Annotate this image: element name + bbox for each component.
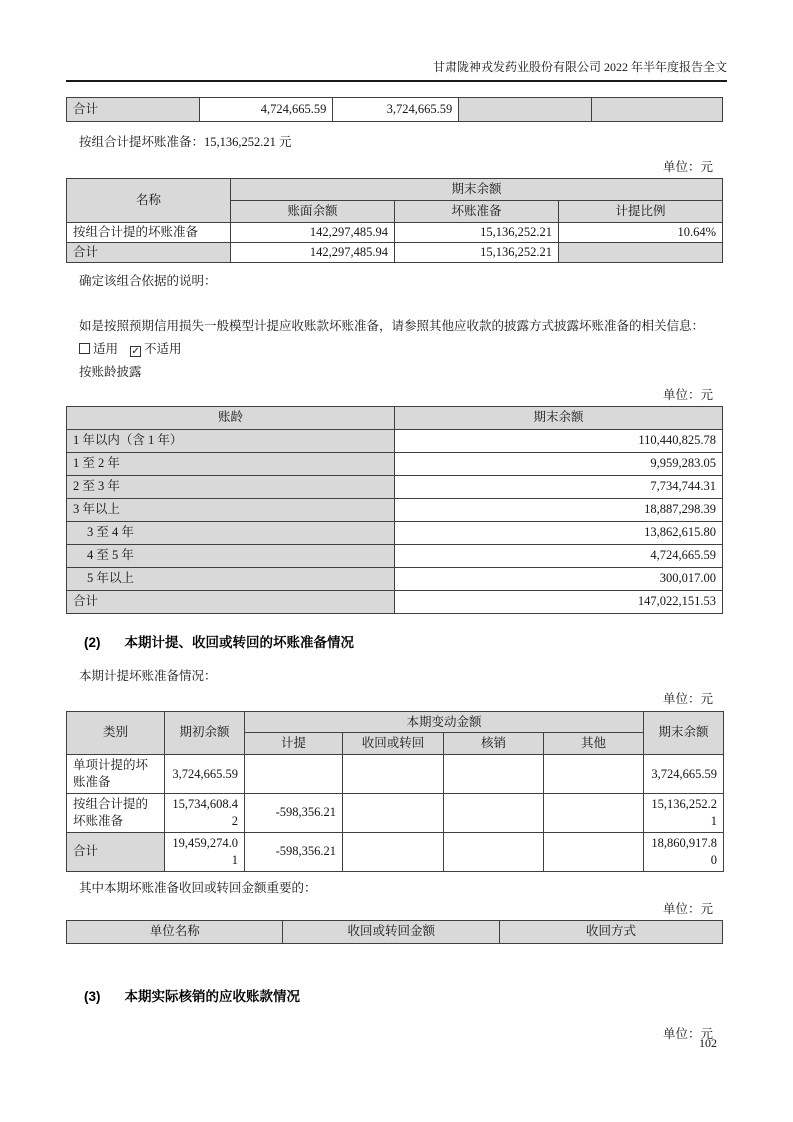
category-cell: 单项计提的坏账准备 bbox=[67, 755, 165, 794]
section-heading-2 bbox=[66, 634, 723, 652]
col-header-period-end: 期末余额 bbox=[395, 406, 723, 429]
section-title: 本期计提、收回或转回的坏账准备情况 bbox=[124, 634, 354, 650]
page-content bbox=[66, 97, 723, 1043]
empty-cell bbox=[343, 832, 444, 871]
page-number: 102 bbox=[699, 1036, 717, 1050]
aging-cell: 3 年以上 bbox=[67, 498, 395, 521]
section-number: (2) bbox=[84, 634, 101, 650]
amount-cell: 15,136,252.21 bbox=[395, 222, 559, 242]
section-title: 本期实际核销的应收账款情况 bbox=[124, 988, 300, 1004]
table-row bbox=[67, 832, 724, 871]
col-header-recovery-method: 收回方式 bbox=[499, 920, 722, 943]
table-row bbox=[67, 452, 723, 475]
carryover-total-table bbox=[66, 97, 723, 122]
unit-label: 单位：元 bbox=[662, 901, 713, 916]
aging-cell: 1 至 2 年 bbox=[67, 452, 395, 475]
table-row bbox=[67, 222, 723, 242]
amount-cell: 15,136,252.21 bbox=[644, 794, 724, 833]
table-header-row bbox=[67, 711, 724, 733]
empty-cell bbox=[343, 794, 444, 833]
aging-table bbox=[66, 406, 723, 614]
table-row bbox=[67, 475, 723, 498]
total-label-cell: 合计 bbox=[67, 832, 165, 871]
col-header-period-end: 期末余额 bbox=[231, 179, 723, 201]
total-label-cell: 合计 bbox=[67, 590, 395, 613]
amount-cell: 110,440,825.78 bbox=[395, 429, 723, 452]
group-provision-table bbox=[66, 178, 723, 263]
aging-cell: 2 至 3 年 bbox=[67, 475, 395, 498]
ratio-cell: 10.64% bbox=[559, 222, 723, 242]
empty-cell bbox=[459, 98, 592, 122]
amount-cell: 4,724,665.59 bbox=[200, 98, 333, 122]
amount-cell: 15,734,608.42 bbox=[165, 794, 245, 833]
checkbox-unchecked-icon bbox=[79, 343, 90, 354]
ecl-note: 如是按照预期信用损失一般模型计提应收账款坏账准备，请参照其他应收款的披露方式披露坏账准备的相关信息： bbox=[79, 318, 705, 333]
col-header-category: 类别 bbox=[67, 711, 165, 755]
empty-cell bbox=[245, 755, 343, 794]
unit-label: 单位：元 bbox=[662, 160, 713, 174]
amount-cell: 142,297,485.94 bbox=[231, 242, 395, 262]
empty-cell bbox=[444, 755, 544, 794]
table-row bbox=[67, 242, 723, 262]
total-label-cell: 合计 bbox=[67, 98, 200, 122]
group-provision-note: 按组合计提坏账准备：15,136,252.21 元 bbox=[79, 135, 292, 149]
page-header bbox=[66, 0, 727, 82]
table-row bbox=[67, 98, 723, 122]
amount-cell: 19,459,274.01 bbox=[165, 832, 245, 871]
col-header-change: 本期变动金额 bbox=[245, 711, 644, 733]
provision-note: 本期计提坏账准备情况： bbox=[79, 668, 217, 683]
col-header-accrual: 计提 bbox=[245, 733, 343, 755]
option-applicable bbox=[79, 342, 118, 356]
unit-label: 单位：元 bbox=[662, 691, 713, 706]
amount-cell: 18,860,917.80 bbox=[644, 832, 724, 871]
aging-cell: 3 至 4 年 bbox=[67, 521, 395, 544]
amount-cell: 142,297,485.94 bbox=[231, 222, 395, 242]
col-header-opening: 期初余额 bbox=[165, 711, 245, 755]
col-header-written-off: 核销 bbox=[444, 733, 544, 755]
empty-cell bbox=[544, 755, 644, 794]
col-header-unit-name: 单位名称 bbox=[67, 920, 283, 943]
amount-cell: 15,136,252.21 bbox=[395, 242, 559, 262]
total-label-cell: 合计 bbox=[67, 242, 231, 262]
col-header-ratio: 计提比例 bbox=[559, 200, 723, 222]
section-number: (3) bbox=[84, 988, 101, 1004]
col-header-recovered: 收回或转回 bbox=[343, 733, 444, 755]
recovery-note: 其中本期坏账准备收回或转回金额重要的： bbox=[79, 880, 317, 895]
section-heading-3 bbox=[66, 988, 723, 1006]
table-row bbox=[67, 755, 724, 794]
unit-label: 单位：元 bbox=[662, 387, 713, 402]
aging-note: 按账龄披露 bbox=[79, 364, 142, 379]
amount-cell: 3,724,665.59 bbox=[165, 755, 245, 794]
movement-table bbox=[66, 711, 724, 872]
recovery-table bbox=[66, 920, 723, 944]
amount-cell: 7,734,744.31 bbox=[395, 475, 723, 498]
table-row bbox=[67, 521, 723, 544]
option-not-applicable bbox=[130, 342, 182, 356]
checkbox-label: 不适用 bbox=[144, 341, 182, 356]
col-header-aging: 账龄 bbox=[67, 406, 395, 429]
amount-cell: 4,724,665.59 bbox=[395, 544, 723, 567]
empty-cell bbox=[444, 794, 544, 833]
category-cell: 按组合计提的坏账准备 bbox=[67, 794, 165, 833]
empty-cell bbox=[544, 794, 644, 833]
name-cell: 按组合计提的坏账准备 bbox=[67, 222, 231, 242]
table-row bbox=[67, 429, 723, 452]
table-row bbox=[67, 544, 723, 567]
empty-cell bbox=[544, 832, 644, 871]
aging-cell: 5 年以上 bbox=[67, 567, 395, 590]
aging-cell: 1 年以内（含 1 年） bbox=[67, 429, 395, 452]
amount-cell: -598,356.21 bbox=[245, 794, 343, 833]
applicability-options bbox=[66, 341, 723, 358]
amount-cell: 300,017.00 bbox=[395, 567, 723, 590]
col-header-book-balance: 账面余额 bbox=[231, 200, 395, 222]
aging-cell: 4 至 5 年 bbox=[67, 544, 395, 567]
basis-note: 确定该组合依据的说明： bbox=[79, 273, 217, 288]
col-header-other: 其他 bbox=[544, 733, 644, 755]
table-header-row bbox=[67, 406, 723, 429]
report-title: 甘肃陇神戎发药业股份有限公司 2022 年半年度报告全文 bbox=[432, 60, 727, 74]
amount-cell: 18,887,298.39 bbox=[395, 498, 723, 521]
unit-label: 单位：元 bbox=[662, 1026, 713, 1041]
amount-cell: 147,022,151.53 bbox=[395, 590, 723, 613]
checkbox-label: 适用 bbox=[93, 341, 119, 356]
table-row bbox=[67, 567, 723, 590]
empty-cell bbox=[444, 832, 544, 871]
empty-cell bbox=[559, 242, 723, 262]
col-header-name: 名称 bbox=[67, 179, 231, 223]
empty-cell bbox=[343, 755, 444, 794]
col-header-closing: 期末余额 bbox=[644, 711, 724, 755]
empty-cell bbox=[591, 98, 722, 122]
amount-cell: 9,959,283.05 bbox=[395, 452, 723, 475]
table-header-row bbox=[67, 920, 723, 943]
amount-cell: 3,724,665.59 bbox=[644, 755, 724, 794]
col-header-recovered-amount: 收回或转回金额 bbox=[283, 920, 499, 943]
amount-cell: -598,356.21 bbox=[245, 832, 343, 871]
amount-cell: 3,724,665.59 bbox=[333, 98, 459, 122]
table-row bbox=[67, 590, 723, 613]
table-row bbox=[67, 498, 723, 521]
table-row bbox=[67, 794, 724, 833]
checkbox-checked-icon: ✓ bbox=[131, 345, 140, 357]
amount-cell: 13,862,615.80 bbox=[395, 521, 723, 544]
col-header-bad-debt: 坏账准备 bbox=[395, 200, 559, 222]
table-header-row bbox=[67, 179, 723, 201]
